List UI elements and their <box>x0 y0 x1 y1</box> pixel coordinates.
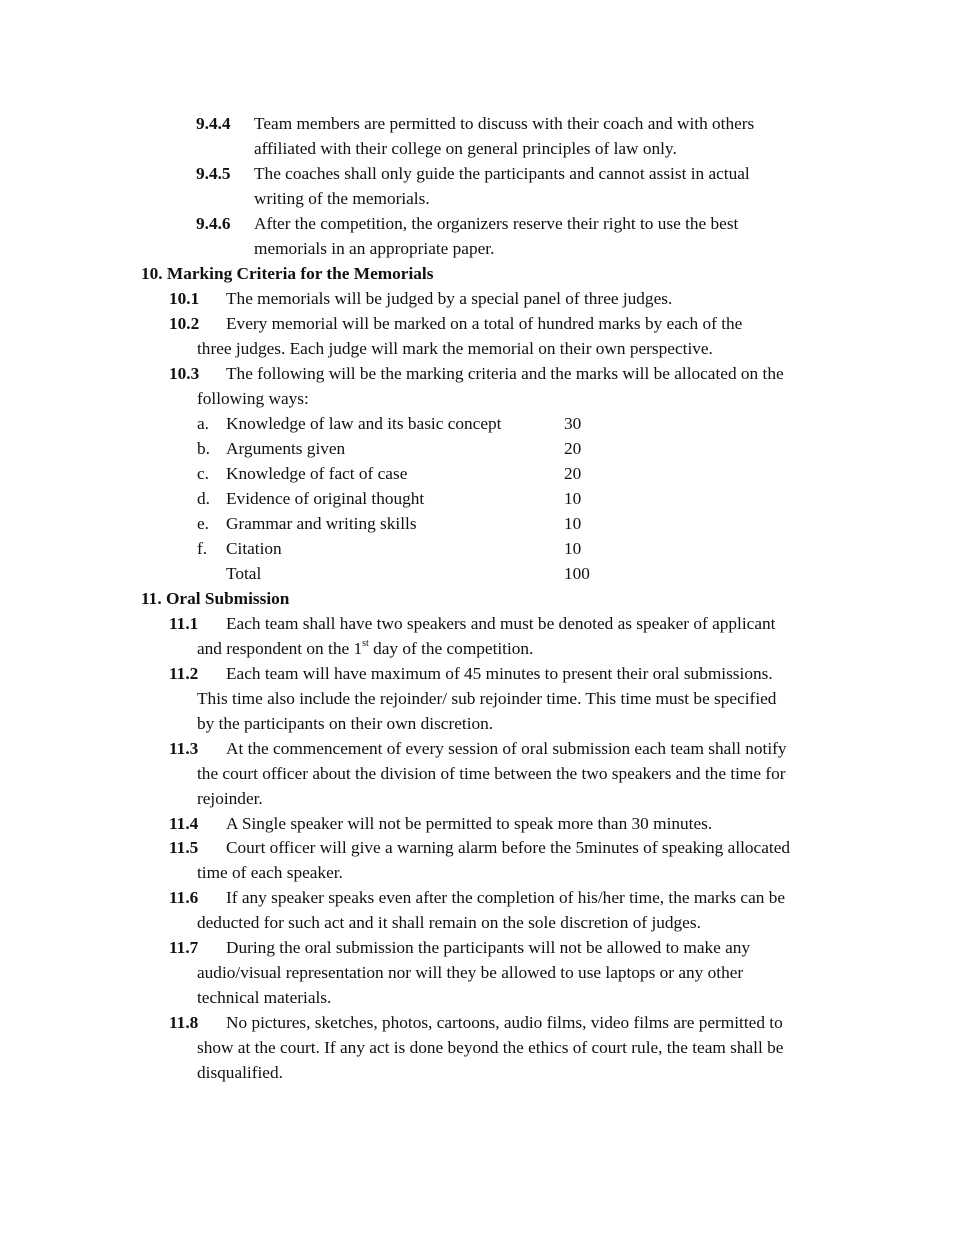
clause-number: 11.7 <box>169 938 199 957</box>
ordinal-suffix: st <box>362 638 369 650</box>
criteria-label: Arguments given <box>226 439 346 458</box>
clause-text: The memorials will be judged by a special panel of three judges. <box>226 289 673 308</box>
clause-text: After the competition, the organizers reserve their right to use the best <box>254 214 739 233</box>
criteria-label: Knowledge of law and its basic concept <box>226 414 502 433</box>
clause-text: Each team will have maximum of 45 minutes to present their oral submissions. <box>226 664 773 683</box>
clause-text: Court officer will give a warning alarm before the 5minutes of speaking allocated <box>226 838 791 857</box>
clause-number: 11.5 <box>169 838 199 857</box>
clause-number: 9.4.6 <box>196 214 231 233</box>
criteria-label: Knowledge of fact of case <box>226 464 408 483</box>
criteria-letter: e. <box>197 514 209 533</box>
clause-text: technical materials. <box>197 988 332 1007</box>
criteria-marks: 20 <box>564 464 582 483</box>
clause-number: 11.6 <box>169 888 199 907</box>
criteria-marks: 30 <box>564 414 582 433</box>
clause-number: 10.2 <box>169 314 200 333</box>
criteria-letter: a. <box>197 414 209 433</box>
clause-number: 11.4 <box>169 814 199 833</box>
clause-text: Each team shall have two speakers and must be denoted as speaker of applicant <box>226 614 776 633</box>
clause-number: 11.8 <box>169 1013 199 1032</box>
clause-number: 11.1 <box>169 614 199 633</box>
clause-text: Team members are permitted to discuss with their coach and with others <box>254 114 755 133</box>
clause-text: three judges. Each judge will mark the memorial on their own perspective. <box>197 339 713 358</box>
criteria-letter: d. <box>197 489 210 508</box>
clause-number: 9.4.5 <box>196 164 231 183</box>
clause-text: The following will be the marking criteria and the marks will be allocated on the <box>226 364 784 383</box>
criteria-label: Grammar and writing skills <box>226 514 417 533</box>
section-heading-10: 10. Marking Criteria for the Memorials <box>141 264 434 283</box>
clause-text-part: day of the competition. <box>368 639 534 658</box>
clause-number: 10.1 <box>169 289 200 308</box>
clause-text: A Single speaker will not be permitted to speak more than 30 minutes. <box>226 814 713 833</box>
clause-text: At the commencement of every session of oral submission each team shall notify <box>226 739 787 758</box>
clause-text: disqualified. <box>197 1063 283 1082</box>
clause-text: show at the court. If any act is done beyond the ethics of court rule, the team shall be <box>197 1038 784 1057</box>
criteria-marks: 20 <box>564 439 582 458</box>
clause-text: If any speaker speaks even after the completion of his/her time, the marks can be <box>226 888 786 907</box>
criteria-label: Citation <box>226 539 282 558</box>
criteria-marks: 10 <box>564 489 582 508</box>
total-label: Total <box>226 564 262 583</box>
clause-text: following ways: <box>197 389 309 408</box>
clause-text: No pictures, sketches, photos, cartoons, audio films, video films are permitted to <box>226 1013 783 1032</box>
criteria-marks: 10 <box>564 514 582 533</box>
clause-text: During the oral submission the participants will not be allowed to make any <box>226 938 751 957</box>
clause-number: 10.3 <box>169 364 200 383</box>
clause-text-part: and respondent on the 1 <box>197 639 363 658</box>
criteria-letter: f. <box>197 539 208 558</box>
section-heading-11: 11. Oral Submission <box>141 589 290 608</box>
clause-text: by the participants on their own discretion. <box>197 714 494 733</box>
clause-text: This time also include the rejoinder/ sub rejoinder time. This time must be specified <box>197 689 777 708</box>
clause-text: affiliated with their college on general principles of law only. <box>254 139 677 158</box>
criteria-letter: c. <box>197 464 209 483</box>
clause-text: writing of the memorials. <box>254 189 430 208</box>
clause-text: Every memorial will be marked on a total of hundred marks by each of the <box>226 314 743 333</box>
clause-number: 11.2 <box>169 664 199 683</box>
criteria-letter: b. <box>197 439 210 458</box>
clause-number: 9.4.4 <box>196 114 231 133</box>
criteria-marks: 10 <box>564 539 582 558</box>
clause-text: memorials in an appropriate paper. <box>254 239 495 258</box>
clause-text: audio/visual representation nor will they be allowed to use laptops or any other <box>197 963 744 982</box>
clause-text: deducted for such act and it shall remain on the sole discretion of judges. <box>197 913 701 932</box>
clause-number: 11.3 <box>169 739 199 758</box>
criteria-label: Evidence of original thought <box>226 489 425 508</box>
clause-text: time of each speaker. <box>197 863 343 882</box>
clause-text: The coaches shall only guide the participants and cannot assist in actual <box>254 164 750 183</box>
clause-text <box>197 639 533 659</box>
clause-text: the court officer about the division of time between the two speakers and the time for <box>197 764 786 783</box>
total-marks: 100 <box>564 564 590 583</box>
clause-text: rejoinder. <box>197 789 263 808</box>
